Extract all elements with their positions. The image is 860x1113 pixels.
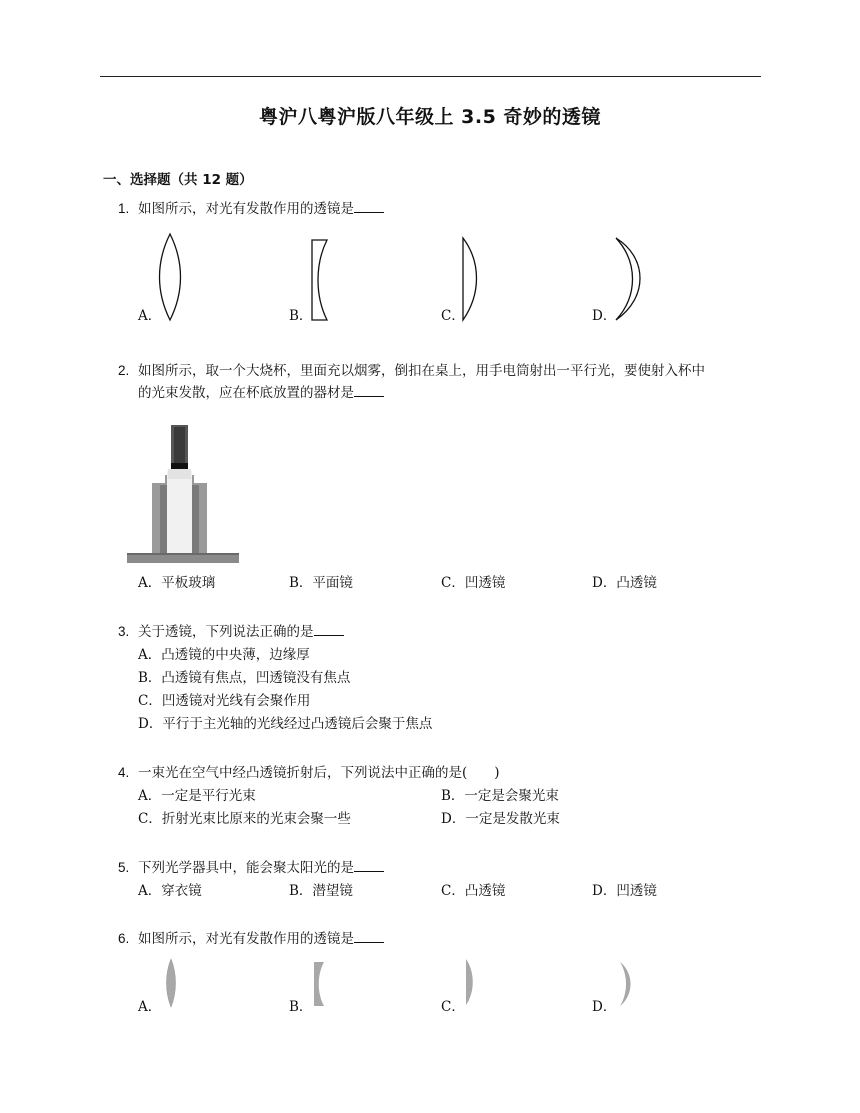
option-c[interactable]: C．凹透镜对光线有会聚作用 xyxy=(138,693,311,709)
option-b[interactable]: B．潜望镜 xyxy=(289,883,353,899)
option-c[interactable]: C．折射光束比原来的光束会聚一些 xyxy=(138,811,351,827)
question-number: 4. xyxy=(118,765,130,780)
answer-blank xyxy=(354,384,384,397)
page-title: 粤沪八粤沪版八年级上 3.5 奇妙的透镜 xyxy=(259,106,601,128)
lens-biconvex-gray-figure xyxy=(164,958,178,1008)
question-number: 1. xyxy=(118,201,130,216)
option-b[interactable]: B． xyxy=(289,999,313,1015)
option-c[interactable]: C．凸透镜 xyxy=(441,883,506,899)
question-text: 下列光学器具中，能会聚太阳光的是 xyxy=(138,860,354,876)
answer-blank xyxy=(354,930,384,943)
question-1 xyxy=(118,198,768,220)
question-number: 3. xyxy=(118,624,130,639)
option-a[interactable]: A．穿衣镜 xyxy=(138,883,202,899)
answer-blank xyxy=(314,623,344,636)
option-d[interactable]: D．一定是发散光束 xyxy=(441,811,560,827)
question-6 xyxy=(118,928,768,950)
question-text: 如图所示，对光有发散作用的透镜是 xyxy=(138,931,354,947)
question-number: 6. xyxy=(118,931,130,946)
option-d[interactable]: D．凹透镜 xyxy=(592,883,657,899)
question-number: 2. xyxy=(118,363,130,378)
question-text: 一束光在空气中经凸透镜折射后，下列说法中正确的是( ) xyxy=(138,765,500,781)
option-a[interactable]: A．凸透镜的中央薄，边缘厚 xyxy=(138,647,310,663)
lens-plano-concave-figure xyxy=(309,238,335,324)
question-4 xyxy=(118,762,768,784)
question-text: 关于透镜，下列说法正确的是 xyxy=(138,624,314,640)
header-rule xyxy=(100,76,761,77)
option-b[interactable]: B．平面镜 xyxy=(289,575,353,591)
answer-blank xyxy=(354,200,384,213)
option-d[interactable]: D．平行于主光轴的光线经过凸透镜后会聚于焦点 xyxy=(138,716,433,732)
option-c[interactable]: C． xyxy=(441,308,465,324)
question-number: 5. xyxy=(118,860,130,875)
option-a[interactable]: A． xyxy=(138,999,162,1015)
lens-meniscus-gray-figure xyxy=(618,961,632,1007)
section-heading: 一、选择题（共 12 题） xyxy=(103,172,253,188)
option-a[interactable]: A． xyxy=(138,308,162,324)
question-text-line1: 如图所示，取一个大烧杯，里面充以烟雾，倒扣在桌上，用手电筒射出一平行光，要使射入杯中 xyxy=(138,363,705,379)
option-b[interactable]: B．凸透镜有焦点，凹透镜没有焦点 xyxy=(138,670,351,686)
option-b[interactable]: B．一定是会聚光束 xyxy=(441,788,559,804)
option-a[interactable]: A．一定是平行光束 xyxy=(138,788,256,804)
option-a[interactable]: A．平板玻璃 xyxy=(138,575,216,591)
option-c[interactable]: C． xyxy=(441,999,465,1015)
lens-plano-convex-gray-figure xyxy=(464,958,476,1006)
question-2 xyxy=(118,360,768,404)
option-d[interactable]: D． xyxy=(592,308,617,324)
option-c[interactable]: C．凹透镜 xyxy=(441,575,506,591)
question-3 xyxy=(118,621,768,643)
answer-blank xyxy=(354,859,384,872)
question-text: 如图所示，对光有发散作用的透镜是 xyxy=(138,201,354,217)
question-text-line2: 的光束发散，应在杯底放置的器材是 xyxy=(138,385,354,401)
option-b[interactable]: B． xyxy=(289,308,313,324)
question-5 xyxy=(118,857,768,879)
flashlight-beaker-figure xyxy=(127,425,239,565)
lens-plano-concave-gray-figure xyxy=(313,961,327,1007)
option-d[interactable]: D． xyxy=(592,999,617,1015)
option-d[interactable]: D．凸透镜 xyxy=(592,575,657,591)
